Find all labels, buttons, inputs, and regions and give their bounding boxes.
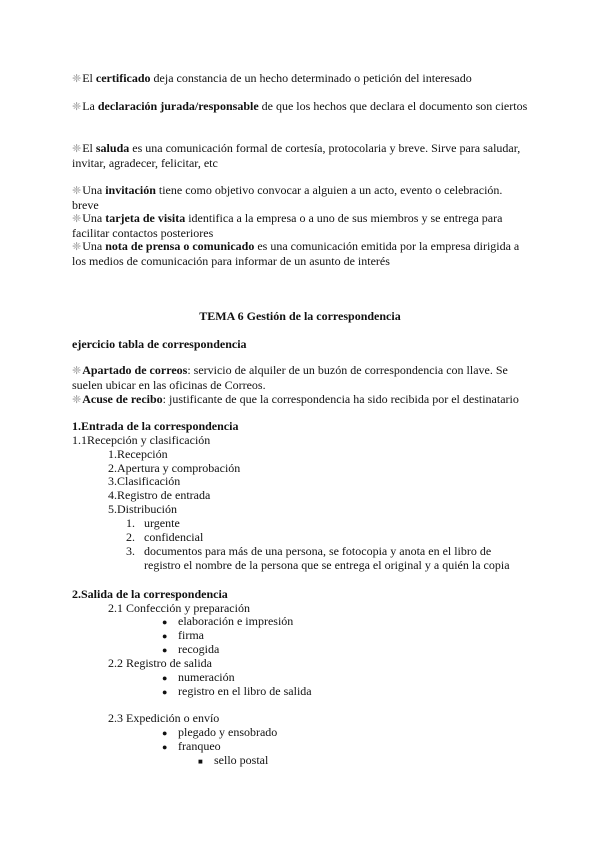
star-bullet-icon: ❈ [72,143,82,155]
star-bullet-icon: ❈ [72,241,82,253]
star-bullet-icon: ❈ [72,185,82,197]
square-bullet-icon: ■ [198,757,203,766]
star-bullet-icon: ❈ [72,73,82,85]
bullet-icon: ● [162,742,168,752]
list-item: ● elaboración e impresión [162,614,294,628]
topic-title: TEMA 6 Gestión de la correspondencia [199,309,401,323]
section2-heading: 2.Salida de la correspondencia [72,587,228,601]
list-item: 2. confidencial [126,530,204,544]
bullet-icon: ● [162,631,168,641]
list-item: 2.Apertura y comprobación [108,461,241,475]
section2-sub-21: 2.1 Confección y preparación [108,601,250,615]
list-item: ■ sello postal [198,753,269,767]
list-item: ● numeración [162,670,235,684]
section1-heading: 1.Entrada de la correspondencia [72,419,239,433]
list-item: 1. urgente [126,516,180,530]
definition-acuse: ❈Acuse de recibo: justificante de que la correspondencia ha sido recibida por el destinatario [72,392,519,406]
bullet-icon: ● [162,687,168,697]
bullet-icon: ● [162,673,168,683]
bullet-icon: ● [162,617,168,627]
bullet-icon: ● [162,728,168,738]
paragraph-nota-prensa: ❈Una nota de prensa o comunicado es una comunicación emitida por la empresa dirigida a los medios de comunicación para informar de un asunto de interés [72,239,520,268]
list-item: ● plegado y ensobrado [162,725,278,739]
definition-apartado: ❈Apartado de correos: servicio de alquiler de un buzón de correspondencia con llave. Se suelen ubicar en las oficinas de Correos. [72,363,508,392]
star-bullet-icon: ❈ [72,394,82,406]
paragraph-tarjeta-visita: ❈Una tarjeta de visita identifica a la empresa o a uno de sus miembros y se entrega para facilitar contactos posteriores [72,211,503,240]
list-item: ● firma [162,628,204,642]
paragraph-declaracion: ❈La declaración jurada/responsable de que los hechos que declara el documento son ciertos [72,99,528,113]
list-item: 5.Distribución [108,502,177,516]
section2-sub-22: 2.2 Registro de salida [108,656,212,670]
section2-sub-23: 2.3 Expedición o envío [108,711,220,725]
paragraph-invitacion: ❈Una invitación tiene como objetivo convocar a alguien a un acto, evento o celebración. breve [72,183,503,212]
star-bullet-icon: ❈ [72,101,82,113]
bullet-icon: ● [162,645,168,655]
paragraph-certificado: ❈El certificado deja constancia de un hecho determinado o petición del interesado [72,71,472,85]
paragraph-saluda: ❈El saluda es una comunicación formal de cortesía, protocolaria y breve. Sirve para saludar, invitar, agradecer, felicitar, etc [72,141,521,170]
list-item: ● registro en el libro de salida [162,684,312,698]
star-bullet-icon: ❈ [72,213,82,225]
list-item: 1.Recepción [108,447,168,461]
list-item: ● recogida [162,642,220,656]
list-item-continuation: registro el nombre de la persona que se entrega el original y a quién la copia [144,558,510,572]
star-bullet-icon: ❈ [72,365,82,377]
section1-subheading: 1.1Recepción y clasificación [72,433,211,447]
list-item: 3. documentos para más de una persona, se fotocopia y anota en el libro de [126,544,492,558]
list-item: 3.Clasificación [108,474,181,488]
list-item: ● franqueo [162,739,221,753]
list-item: 4.Registro de entrada [108,488,211,502]
exercise-title: ejercicio tabla de correspondencia [72,337,247,351]
